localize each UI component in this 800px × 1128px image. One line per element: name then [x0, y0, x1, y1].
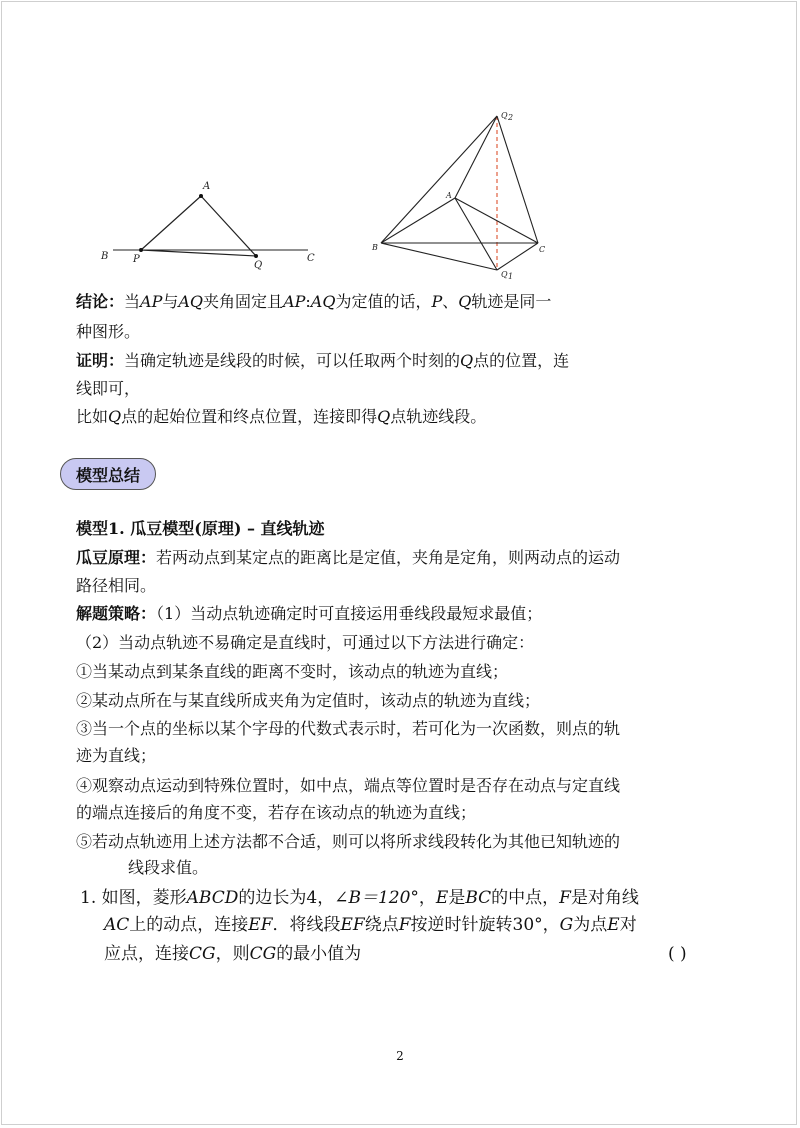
figure-2-triangles	[371, 111, 545, 281]
fig2-label-c: C	[539, 245, 546, 254]
fig2-label-q1: Q	[501, 270, 508, 279]
strategy-item: 迹为直线；	[76, 746, 157, 765]
question-line-3: 应点，连接CG，则CG的最小值为	[104, 944, 362, 964]
page-number: 2	[396, 1049, 404, 1063]
proof-line-2: 线即可，	[76, 379, 141, 398]
strategy-item: ⑤若动点轨迹用上述方法都不合适，则可以将所求线段转化为其他已知轨迹的	[76, 832, 621, 851]
conclusion-line-1: 结论：当AP与AQ夹角固定且AP:AQ为定值的话，P、Q轨迹是同一	[76, 292, 552, 311]
question-number: 1.	[80, 888, 97, 908]
strategy-label: 解题策略：	[76, 604, 157, 623]
question-line-2: AC上的动点，连接EF．将线段EF绕点F按逆时针旋转30°，G为点E对	[104, 915, 637, 935]
fig2-label-q2: Q	[501, 111, 508, 120]
conclusion-line-2: 种图形。	[76, 322, 141, 341]
model-title: 模型1. 瓜豆模型(原理) – 直线轨迹	[76, 519, 325, 538]
fig1-label-a: A	[203, 181, 211, 192]
conclusion-label: 结论：	[76, 292, 125, 311]
summary-badge: 模型总结	[60, 458, 156, 490]
fig2-label-a: A	[446, 191, 452, 200]
strategy-item: ③当一个点的坐标以某个字母的代数式表示时，若可化为一次函数，则点的轨	[76, 719, 621, 738]
answer-parentheses: ( )	[668, 944, 687, 964]
strategy-item: （2）当动点轨迹不易确定是直线时，可通过以下方法进行确定：	[76, 633, 535, 652]
figure-1-triangle	[100, 181, 315, 271]
question-line-1: 1. 如图，菱形ABCD的边长为4，∠B＝120°，E是BC的中点，F是对角线	[80, 888, 639, 908]
fig1-label-c: C	[307, 253, 315, 264]
proof-label: 证明：	[76, 351, 125, 370]
fig1-label-q: Q	[254, 260, 263, 271]
fig1-label-p: P	[133, 254, 140, 265]
fig2-label-q2-sub: 2	[508, 113, 514, 122]
strategy-item: ②某动点所在与某直线所成夹角为定值时，该动点的轨迹为直线；	[76, 691, 541, 710]
strategy-line-1: 解题策略：（1）当动点轨迹确定时可直接运用垂线段最短求最值；	[76, 604, 543, 623]
principle-line-2: 路径相同。	[76, 576, 157, 595]
principle-label: 瓜豆原理：	[76, 548, 157, 567]
proof-line-1: 证明：当确定轨迹是线段的时候，可以任取两个时刻的Q点的位置，连	[76, 351, 570, 370]
strategy-item: ①当某动点到某条直线的距离不变时，该动点的轨迹为直线；	[76, 662, 509, 681]
strategy-item: ④观察动点运动到特殊位置时，如中点，端点等位置时是否存在动点与定直线	[76, 776, 621, 795]
strategy-item: 的端点连接后的角度不变，若存在该动点的轨迹为直线；	[76, 803, 477, 822]
principle-line-1: 瓜豆原理：若两动点到某定点的距离比是定值，夹角是定角，则两动点的运动	[76, 548, 621, 567]
fig2-label-b: B	[372, 243, 378, 252]
fig2-label-q1-sub: 1	[508, 272, 514, 281]
figures	[0, 100, 800, 290]
strategy-item: 线段求值。	[128, 858, 209, 877]
fig1-label-b: B	[101, 251, 109, 262]
proof-line-3: 比如Q点的起始位置和终点位置，连接即得Q点轨迹线段。	[76, 407, 487, 426]
